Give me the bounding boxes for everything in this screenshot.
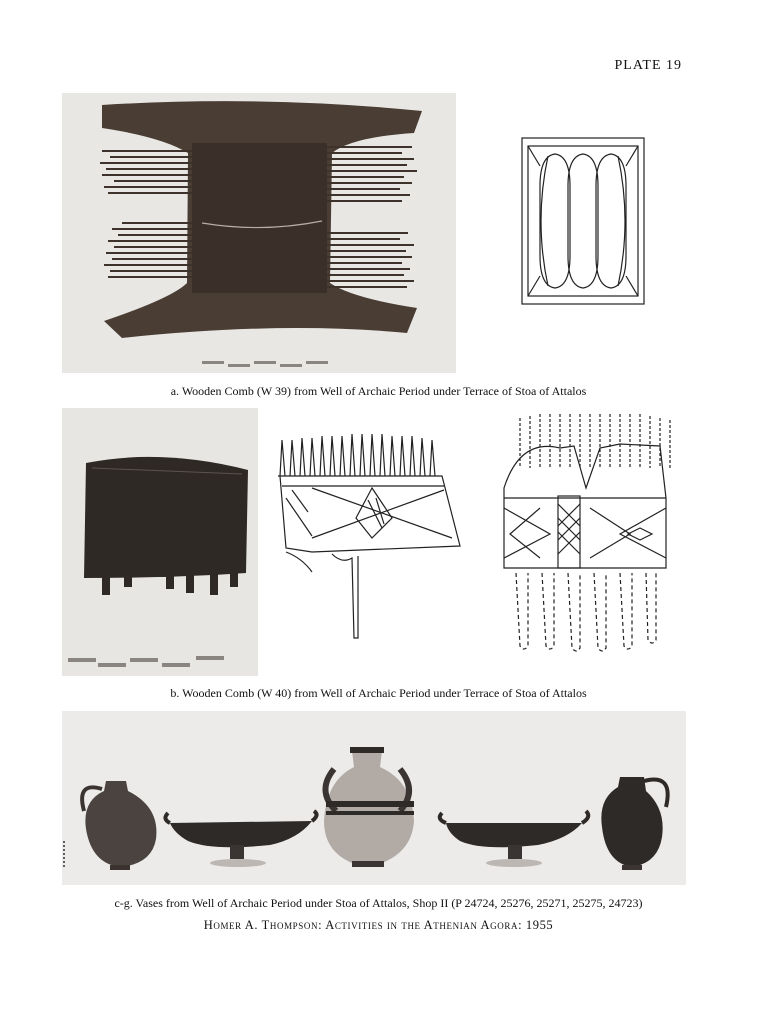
comb-w40-drawing-fragment (272, 428, 468, 644)
figure-cg-caption: c-g. Vases from Well of Archaic Period under Stoa of Attalos, Shop II (P 24724, 25276, 25271, 25275, 24723) (114, 896, 643, 910)
figure-a-caption: a. Wooden Comb (W 39) from Well of Archaic Period under Terrace of Stoa of Attalos (170, 384, 587, 398)
comb-w39-photo (62, 93, 456, 373)
plate-number: PLATE 19 (614, 58, 682, 73)
comb-w39-drawing (520, 136, 646, 306)
comb-w40-drawing-reconstruction (490, 408, 676, 658)
figure-b-caption: b. Wooden Comb (W 40) from Well of Archaic Period under Terrace of Stoa of Attalos (170, 686, 587, 700)
comb-w40-photo (62, 408, 258, 676)
page-credit: Homer A. Thompson: Activities in the Athenian Agora: 1955 (203, 918, 554, 932)
vases-photo (62, 711, 686, 885)
